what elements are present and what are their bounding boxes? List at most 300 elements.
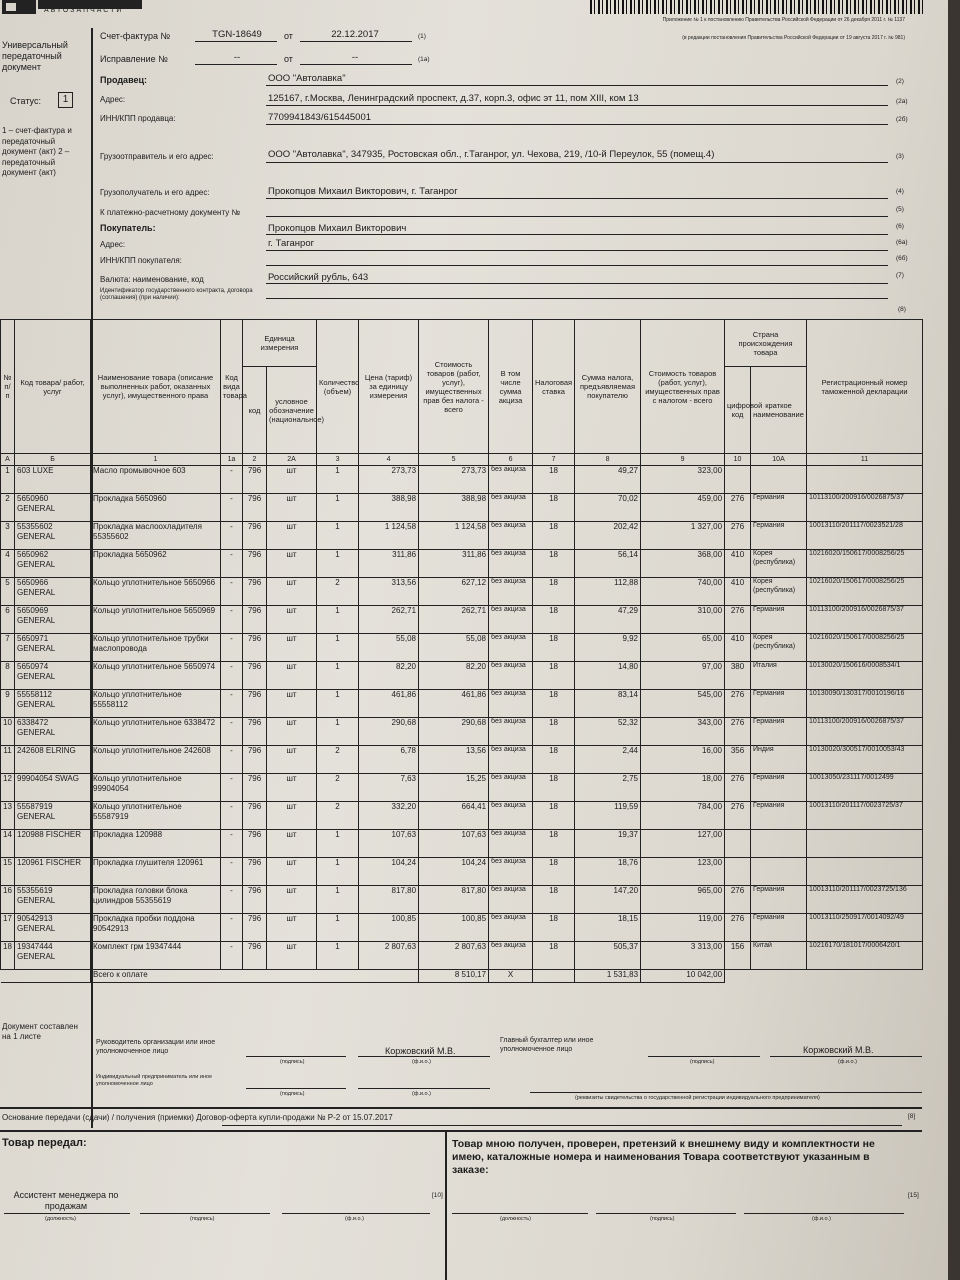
accountant-fio-caption: (ф.и.о.) <box>838 1059 857 1065</box>
total-excise: X <box>489 970 533 983</box>
cell-kind: - <box>221 774 243 802</box>
cell-decl: 10130020/300517/0010053/43 <box>807 746 923 774</box>
cell-ccode <box>725 466 751 494</box>
cell-ccode: 276 <box>725 494 751 522</box>
cell-total: 368,00 <box>641 550 725 578</box>
table-row <box>1 662 923 690</box>
ip-caption: (реквизиты свидетельства о государственной регистрации индивидуального предпринимателя) <box>575 1095 820 1101</box>
cell-ccode <box>725 830 751 858</box>
cell-excise: без акциза <box>489 858 533 886</box>
cell-name: Прокладка 120988 <box>91 830 221 858</box>
cell-no: 18 <box>1 942 15 970</box>
cell-price: 6,78 <box>359 746 419 774</box>
consignee-ref: (4) <box>896 188 904 195</box>
cell-qty: 1 <box>317 494 359 522</box>
invoice-ref: (1) <box>418 33 426 40</box>
table-row <box>1 942 923 970</box>
cell-decl: 10013110/201117/0023725/37 <box>807 802 923 830</box>
cell-rate: 18 <box>533 578 575 606</box>
table-row <box>1 606 923 634</box>
cell-sum: 627,12 <box>419 578 489 606</box>
cell-sum: 262,71 <box>419 606 489 634</box>
cell-tax: 19,37 <box>575 830 641 858</box>
cell-kind: - <box>221 802 243 830</box>
cell-name: Прокладка глушителя 120961 <box>91 858 221 886</box>
cell-kind: - <box>221 886 243 914</box>
cell-uname: шт <box>267 914 317 942</box>
cell-sum: 290,68 <box>419 718 489 746</box>
index-cell: 9 <box>641 454 725 466</box>
index-cell: 11 <box>807 454 923 466</box>
seller-address-ref: (2а) <box>896 98 908 105</box>
cell-excise: без акциза <box>489 466 533 494</box>
cell-tax: 119,59 <box>575 802 641 830</box>
col-unit-code-header: код <box>243 367 267 454</box>
cell-total: 965,00 <box>641 886 725 914</box>
contract-id-label: Идентификатор государственного контракта, договора (соглашения) (при наличии): <box>100 288 253 301</box>
status-value: 1 <box>58 92 73 108</box>
cell-tax: 18,15 <box>575 914 641 942</box>
table-row <box>1 886 923 914</box>
cell-code: 5650969 GENERAL <box>15 606 91 634</box>
cell-uname: шт <box>267 494 317 522</box>
cell-code: 120988 FISCHER <box>15 830 91 858</box>
cell-name: Кольцо уплотнительное 242608 <box>91 746 221 774</box>
cell-kind: - <box>221 578 243 606</box>
table-row <box>1 690 923 718</box>
index-cell: 10 <box>725 454 751 466</box>
cell-qty: 1 <box>317 662 359 690</box>
cell-ccode: 276 <box>725 606 751 634</box>
cell-name: Прокладка пробки поддона 90542913 <box>91 914 221 942</box>
col-code-header: Код товара/ работ, услуг <box>15 320 91 454</box>
cell-name: Прокладка головки блока цилиндров 55355619 <box>91 886 221 914</box>
cell-cname: Германия <box>751 690 807 718</box>
cell-name: Кольцо уплотнительное 5650966 <box>91 578 221 606</box>
cell-total: 459,00 <box>641 494 725 522</box>
cell-uname: шт <box>267 718 317 746</box>
index-cell: 10А <box>751 454 807 466</box>
cell-qty: 1 <box>317 718 359 746</box>
cell-excise: без акциза <box>489 550 533 578</box>
cell-tax: 83,14 <box>575 690 641 718</box>
cell-kind: - <box>221 662 243 690</box>
barcode <box>590 0 925 14</box>
cell-sum: 273,73 <box>419 466 489 494</box>
cell-code: 5650971 GENERAL <box>15 634 91 662</box>
goods-table <box>0 319 922 983</box>
cell-no: 10 <box>1 718 15 746</box>
cell-code: 5650962 GENERAL <box>15 550 91 578</box>
cell-code: 19347444 GENERAL <box>15 942 91 970</box>
invoice-from-label: от <box>284 31 293 41</box>
cell-qty: 2 <box>317 802 359 830</box>
cell-ccode: 276 <box>725 522 751 550</box>
cell-cname <box>751 466 807 494</box>
cell-cname: Германия <box>751 914 807 942</box>
cell-uname: шт <box>267 578 317 606</box>
correction-label: Исправление № <box>100 54 168 64</box>
cell-decl: 10216020/150617/0008256/25 <box>807 578 923 606</box>
cell-ccode: 410 <box>725 634 751 662</box>
cell-tax: 56,14 <box>575 550 641 578</box>
ref-10: [10] <box>432 1192 443 1199</box>
cell-ucode: 796 <box>243 914 267 942</box>
cell-price: 82,20 <box>359 662 419 690</box>
cell-sum: 55,08 <box>419 634 489 662</box>
cell-price: 104,24 <box>359 858 419 886</box>
cell-cname: Германия <box>751 606 807 634</box>
invoice-label: Счет-фактура № <box>100 31 171 41</box>
ip-label: Индивидуальный предприниматель или иное уполномоченное лицо <box>96 1074 213 1087</box>
column-index-row <box>1 454 923 466</box>
cell-code: 55355602 GENERAL <box>15 522 91 550</box>
cell-total: 545,00 <box>641 690 725 718</box>
buyer-inn-label: ИНН/КПП покупателя: <box>100 256 182 265</box>
cell-code: 5650974 GENERAL <box>15 662 91 690</box>
currency-label: Валюта: наименование, код <box>100 275 204 284</box>
cell-ccode: 276 <box>725 718 751 746</box>
cell-tax: 47,29 <box>575 606 641 634</box>
cell-no: 15 <box>1 858 15 886</box>
cell-name: Комплект грм 19347444 <box>91 942 221 970</box>
index-cell: 7 <box>533 454 575 466</box>
seller-inn-label: ИНН/КПП продавца: <box>100 114 176 123</box>
correction-date: -- <box>351 52 359 63</box>
cell-qty: 1 <box>317 830 359 858</box>
cell-excise: без акциза <box>489 578 533 606</box>
table-row <box>1 550 923 578</box>
col-country-header: Страна происхождения товара <box>725 320 807 367</box>
cell-ucode: 796 <box>243 774 267 802</box>
index-cell: 8 <box>575 454 641 466</box>
table-row <box>1 746 923 774</box>
buyer-address-ref: (6а) <box>896 239 908 246</box>
col-price-header: Цена (тариф) за единицу измерения <box>359 320 419 454</box>
consignee-label: Грузополучатель и его адрес: <box>100 188 210 197</box>
cell-total: 18,00 <box>641 774 725 802</box>
cell-price: 313,56 <box>359 578 419 606</box>
cell-kind: - <box>221 858 243 886</box>
cell-name: Прокладка 5650962 <box>91 550 221 578</box>
cell-name: Прокладка 5650960 <box>91 494 221 522</box>
table-row <box>1 494 923 522</box>
cell-qty: 1 <box>317 522 359 550</box>
logo-subtitle: АВТОЗАПЧАСТИ <box>44 7 124 14</box>
cell-uname: шт <box>267 606 317 634</box>
cell-ucode: 796 <box>243 802 267 830</box>
cell-no: 8 <box>1 662 15 690</box>
table-row <box>1 774 923 802</box>
transferred-label: Товар передал: <box>2 1137 87 1149</box>
currency-value: Российский рубль, 643 <box>268 272 369 283</box>
cell-total: 97,00 <box>641 662 725 690</box>
cell-kind: - <box>221 550 243 578</box>
cell-qty: 1 <box>317 942 359 970</box>
cell-tax: 70,02 <box>575 494 641 522</box>
cell-cname: Корея (республика) <box>751 550 807 578</box>
cell-uname: шт <box>267 550 317 578</box>
cell-rate: 18 <box>533 662 575 690</box>
cell-uname: шт <box>267 886 317 914</box>
cell-cname: Индия <box>751 746 807 774</box>
cell-no: 5 <box>1 578 15 606</box>
cell-sum: 100,85 <box>419 914 489 942</box>
cell-decl: 10013110/201117/0023725/136 <box>807 886 923 914</box>
cell-rate: 18 <box>533 466 575 494</box>
receiver-sign-caption: (подпись) <box>650 1216 675 1222</box>
col-country-name-header: краткое наименование <box>751 367 807 454</box>
cell-name: Прокладка маслоохладителя 55355602 <box>91 522 221 550</box>
doc-composed: Документ составлен на 1 листе <box>2 1022 78 1041</box>
cell-ucode: 796 <box>243 578 267 606</box>
cell-cname: Китай <box>751 942 807 970</box>
contract-ref: (8) <box>898 306 906 313</box>
cell-no: 2 <box>1 494 15 522</box>
cell-decl: 10013110/201117/0023521/28 <box>807 522 923 550</box>
cell-tax: 52,32 <box>575 718 641 746</box>
index-cell: 4 <box>359 454 419 466</box>
cell-uname: шт <box>267 466 317 494</box>
cell-uname: шт <box>267 634 317 662</box>
cell-total: 65,00 <box>641 634 725 662</box>
cell-excise: без акциза <box>489 522 533 550</box>
cell-total: 323,00 <box>641 466 725 494</box>
cell-rate: 18 <box>533 746 575 774</box>
cell-ccode: 410 <box>725 578 751 606</box>
seller-value: ООО "Автолавка" <box>268 73 346 84</box>
cell-decl: 10113100/200916/0026875/37 <box>807 494 923 522</box>
index-cell: 1 <box>91 454 221 466</box>
cell-name: Кольцо уплотнительное 6338472 <box>91 718 221 746</box>
cell-code: 55587919 GENERAL <box>15 802 91 830</box>
cell-kind: - <box>221 746 243 774</box>
cell-ccode: 380 <box>725 662 751 690</box>
cell-sum: 1 124,58 <box>419 522 489 550</box>
cell-uname: шт <box>267 830 317 858</box>
cell-code: 99904054 SWAG <box>15 774 91 802</box>
cell-no: 11 <box>1 746 15 774</box>
cell-kind: - <box>221 942 243 970</box>
currency-ref: (7) <box>896 272 904 279</box>
buyer-ref: (6) <box>896 223 904 230</box>
cell-cname: Германия <box>751 522 807 550</box>
cell-sum: 104,24 <box>419 858 489 886</box>
status-label: Статус: <box>10 96 41 106</box>
cell-rate: 18 <box>533 690 575 718</box>
shipper-value: ООО "Автолавка", 347935, Ростовская обл., г.Таганрог, ул. Чехова, 219, /10-й Переулок, 55 (помещ.4) <box>268 149 715 160</box>
cell-decl: 10130090/130317/0010196/16 <box>807 690 923 718</box>
cell-uname: шт <box>267 942 317 970</box>
cell-no: 7 <box>1 634 15 662</box>
cell-excise: без акциза <box>489 774 533 802</box>
receiver-fio-caption: (ф.и.о.) <box>812 1216 831 1222</box>
cell-ucode: 796 <box>243 858 267 886</box>
upd-title: Универсальный передаточный документ <box>2 40 68 72</box>
cell-rate: 18 <box>533 606 575 634</box>
cell-ucode: 796 <box>243 550 267 578</box>
cell-ccode: 276 <box>725 914 751 942</box>
table-row <box>1 634 923 662</box>
col-no-header: № п/п <box>1 320 15 454</box>
cell-tax: 49,27 <box>575 466 641 494</box>
buyer-address-label: Адрес: <box>100 240 126 249</box>
buyer-value: Прокопцов Михаил Викторович <box>268 223 407 234</box>
cell-no: 13 <box>1 802 15 830</box>
cell-qty: 1 <box>317 858 359 886</box>
cell-ccode: 156 <box>725 942 751 970</box>
cell-price: 311,86 <box>359 550 419 578</box>
basis-ref: [8] <box>908 1113 916 1120</box>
cell-price: 100,85 <box>359 914 419 942</box>
index-cell: 3 <box>317 454 359 466</box>
buyer-label: Покупатель: <box>100 223 156 233</box>
cell-rate: 18 <box>533 634 575 662</box>
cell-sum: 817,80 <box>419 886 489 914</box>
col-sum-header: Стоимость товаров (работ, услуг), имущественных прав без налога - всего <box>419 320 489 454</box>
cell-no: 12 <box>1 774 15 802</box>
index-cell: 2 <box>243 454 267 466</box>
cell-total: 127,00 <box>641 830 725 858</box>
cell-decl: 10013110/250917/0014092/49 <box>807 914 923 942</box>
cell-name: Кольцо уплотнительное 55558112 <box>91 690 221 718</box>
cell-qty: 1 <box>317 550 359 578</box>
seller-ref: (2) <box>896 78 904 85</box>
cell-name: Масло промывочное 603 <box>91 466 221 494</box>
payment-doc-label: К платежно-расчетному документу № <box>100 208 241 217</box>
cell-rate: 18 <box>533 886 575 914</box>
cell-excise: без акциза <box>489 942 533 970</box>
cell-tax: 2,75 <box>575 774 641 802</box>
table-row <box>1 522 923 550</box>
head-name: Коржовский М.В. <box>385 1046 456 1056</box>
cell-code: 603 LUXE <box>15 466 91 494</box>
ip-fio-caption: (ф.и.о.) <box>412 1091 431 1097</box>
status-note: 1 – счет-фактура и передаточный документ (акт) 2 – передаточный документ (акт) <box>2 126 72 177</box>
cell-code: 242608 ELRING <box>15 746 91 774</box>
cell-kind: - <box>221 634 243 662</box>
cell-name: Кольцо уплотнительное трубки маслопровода <box>91 634 221 662</box>
cell-decl: 10216020/150617/0008256/25 <box>807 550 923 578</box>
seller-inn-value: 7709941843/615445001 <box>268 112 372 123</box>
cell-ucode: 796 <box>243 746 267 774</box>
accountant-label: Главный бухгалтер или иное уполномоченное лицо <box>500 1037 594 1053</box>
col-decl-header: Регистрационный номер таможенной декларации <box>807 320 923 454</box>
total-sum: 8 510,17 <box>419 970 489 983</box>
cell-sum: 664,41 <box>419 802 489 830</box>
index-cell: Б <box>15 454 91 466</box>
cell-excise: без акциза <box>489 746 533 774</box>
cell-no: 1 <box>1 466 15 494</box>
cell-excise: без акциза <box>489 830 533 858</box>
cell-no: 16 <box>1 886 15 914</box>
cell-price: 55,08 <box>359 634 419 662</box>
cell-kind: - <box>221 606 243 634</box>
col-unit-name-header: условное обозначение (национальное) <box>267 367 317 454</box>
total-tax: 1 531,83 <box>575 970 641 983</box>
cell-decl: 10216020/150617/0008256/25 <box>807 634 923 662</box>
table-row <box>1 858 923 886</box>
cell-kind: - <box>221 914 243 942</box>
cell-ucode: 796 <box>243 466 267 494</box>
bottom-divider <box>445 1131 447 1280</box>
cell-sum: 311,86 <box>419 550 489 578</box>
col-unit-header: Единица измерения <box>243 320 317 367</box>
cell-no: 14 <box>1 830 15 858</box>
cell-excise: без акциза <box>489 494 533 522</box>
cell-qty: 1 <box>317 914 359 942</box>
invoice-date: 22.12.2017 <box>331 29 379 40</box>
cell-code: 120961 FISCHER <box>15 858 91 886</box>
table-row <box>1 914 923 942</box>
cell-uname: шт <box>267 802 317 830</box>
cell-total: 16,00 <box>641 746 725 774</box>
cell-code: 55355619 GENERAL <box>15 886 91 914</box>
cell-sum: 2 807,63 <box>419 942 489 970</box>
cell-decl: 10113100/200916/0026875/37 <box>807 718 923 746</box>
cell-ucode: 796 <box>243 886 267 914</box>
assistant-pos-caption: (должность) <box>45 1216 76 1222</box>
cell-rate: 18 <box>533 774 575 802</box>
col-name-header: Наименование товара (описание выполненных работ, оказанных услуг), имущественного права <box>91 320 221 454</box>
cell-price: 107,63 <box>359 830 419 858</box>
cell-ccode: 276 <box>725 690 751 718</box>
cell-kind: - <box>221 494 243 522</box>
head-sign-caption: (подпись) <box>280 1059 305 1065</box>
cell-qty: 2 <box>317 578 359 606</box>
cell-excise: без акциза <box>489 886 533 914</box>
cell-cname: Германия <box>751 718 807 746</box>
index-cell: 1а <box>221 454 243 466</box>
cell-name: Кольцо уплотнительное 5650969 <box>91 606 221 634</box>
cell-name: Кольцо уплотнительное 5650974 <box>91 662 221 690</box>
cell-sum: 461,86 <box>419 690 489 718</box>
cell-tax: 112,88 <box>575 578 641 606</box>
cell-total: 3 313,00 <box>641 942 725 970</box>
cell-sum: 13,56 <box>419 746 489 774</box>
cell-ucode: 796 <box>243 942 267 970</box>
cell-qty: 1 <box>317 690 359 718</box>
cell-excise: без акциза <box>489 718 533 746</box>
cell-decl: 10013050/231117/0012499 <box>807 774 923 802</box>
cell-sum: 107,63 <box>419 830 489 858</box>
cell-rate: 18 <box>533 494 575 522</box>
correction-number: -- <box>233 52 241 63</box>
cell-total: 1 327,00 <box>641 522 725 550</box>
total-label: Всего к оплате <box>91 970 419 983</box>
cell-price: 7,63 <box>359 774 419 802</box>
legal-note-2: (в редакции постановления Правительства Российской Федерации от 19 августа 2017 г. № 981) <box>682 35 905 41</box>
col-qty-header: Количество (объем) <box>317 320 359 454</box>
cell-ucode: 796 <box>243 830 267 858</box>
total-grand: 10 042,00 <box>641 970 725 983</box>
cell-total: 343,00 <box>641 718 725 746</box>
legal-note-1: Приложение № 1 к постановлению Правительства Российской Федерации от 26 декабря 2011 г. № 1137 <box>662 17 905 23</box>
cell-ccode: 410 <box>725 550 751 578</box>
cell-ucode: 796 <box>243 690 267 718</box>
cell-ucode: 796 <box>243 522 267 550</box>
cell-price: 1 124,58 <box>359 522 419 550</box>
index-cell: 2А <box>267 454 317 466</box>
cell-uname: шт <box>267 746 317 774</box>
correction-ref: (1а) <box>418 56 430 63</box>
assistant-fio-caption: (ф.и.о.) <box>345 1216 364 1222</box>
cell-rate: 18 <box>533 550 575 578</box>
accountant-sign-caption: (подпись) <box>690 1059 715 1065</box>
cell-rate: 18 <box>533 718 575 746</box>
cell-rate: 18 <box>533 522 575 550</box>
cell-total: 310,00 <box>641 606 725 634</box>
